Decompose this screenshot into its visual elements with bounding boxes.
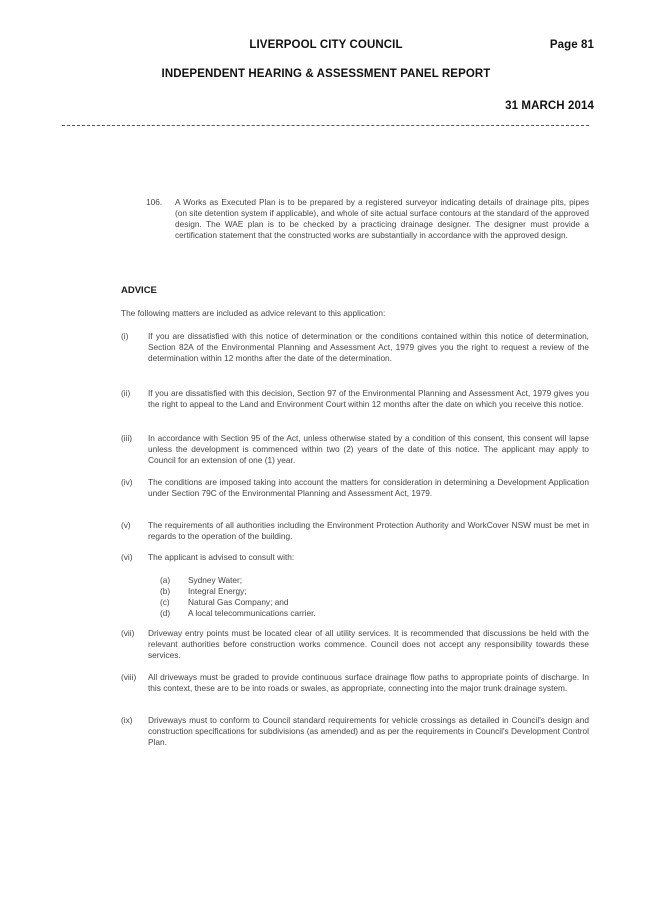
- advice-item-text: All driveways must be graded to provide continuous surface drainage flow paths to appropriate points of discharge. In this context, these are to be into roads or swales, as appropriate, connecting into the major trunk drainage system.: [148, 672, 589, 693]
- advice-item-text: The conditions are imposed taking into account the matters for consideration in determining a Development Application under Section 79C of the Environmental Planning and Assessment Act, 1979.: [148, 477, 589, 498]
- consult-item-letter: (a): [160, 575, 171, 585]
- advice-item-number: (v): [121, 520, 131, 530]
- page-number: Page 81: [549, 39, 594, 51]
- advice-item-number: (iv): [121, 477, 133, 487]
- condition-text: A Works as Executed Plan is to be prepared by a registered surveyor indicating details of drainage pits, pipes (on site detention system if applicable), and whole of site actual surface contours at the standard of the approved design. The WAE plan is to be checked by a practicing drainage designer. The designer must provide a certification statement that the constructed works are substantially in accordance with the approved design.: [175, 197, 589, 240]
- advice-item-number: (vii): [121, 628, 135, 638]
- consult-item-text: Sydney Water;: [188, 575, 243, 585]
- advice-item-text: The applicant is advised to consult with:: [148, 552, 295, 562]
- advice-item-number: (vi): [121, 552, 133, 562]
- advice-heading: ADVICE: [121, 285, 157, 296]
- consult-item-letter: (b): [160, 586, 171, 596]
- advice-intro: The following matters are included as advice relevant to this application:: [121, 308, 386, 318]
- header-divider: [62, 125, 589, 126]
- advice-item-text: In accordance with Section 95 of the Act, unless otherwise stated by a condition of this consent, this consent will lapse unless the development is commenced within two (2) years of the date of this notice. The applicant may apply to Council for an extension of one (1) year.: [148, 433, 589, 465]
- advice-item-number: (iii): [121, 433, 133, 443]
- advice-item-number: (ix): [121, 715, 133, 725]
- council-name: LIVERPOOL CITY COUNCIL: [249, 39, 403, 51]
- condition-number: 106.: [146, 197, 163, 207]
- consult-item-text: A local telecommunications carrier.: [188, 608, 316, 618]
- advice-item-text: Driveway entry points must be located clear of all utility services. It is recommended that discussions be held with the relevant authorities before construction works commence. Council does not accept any responsibility towards these services.: [148, 628, 589, 660]
- report-title: INDEPENDENT HEARING & ASSESSMENT PANEL REPORT: [161, 68, 491, 80]
- advice-item-text: If you are dissatisfied with this notice of determination or the conditions contained within this notice of determination, Section 82A of the Environmental Planning and Assessment Act, 1979 gives you the right to request a review of the determination within 12 months after the date of the determination.: [148, 331, 589, 363]
- advice-item-number: (ii): [121, 388, 131, 398]
- consult-item-text: Natural Gas Company; and: [188, 597, 289, 607]
- advice-item-number: (viii): [121, 672, 137, 682]
- advice-item-text: Driveways must to conform to Council standard requirements for vehicle crossings as detailed in Council's design and construction specifications for subdivisions (as amended) and as per the requirements in Council's Development Control Plan.: [148, 715, 589, 747]
- advice-item-text: The requirements of all authorities including the Environment Protection Authority and WorkCover NSW must be met in regards to the operation of the building.: [148, 520, 589, 541]
- advice-item-number: (i): [121, 331, 129, 341]
- report-date: 31 MARCH 2014: [505, 100, 594, 112]
- advice-item-text: If you are dissatisfied with this decision, Section 97 of the Environmental Planning and Assessment Act, 1979 gives you the right to appeal to the Land and Environment Court within 12 months after the date on which you receive this notice.: [148, 388, 589, 409]
- consult-item-text: Integral Energy;: [188, 586, 247, 596]
- consult-item-letter: (c): [160, 597, 170, 607]
- consult-item-letter: (d): [160, 608, 171, 618]
